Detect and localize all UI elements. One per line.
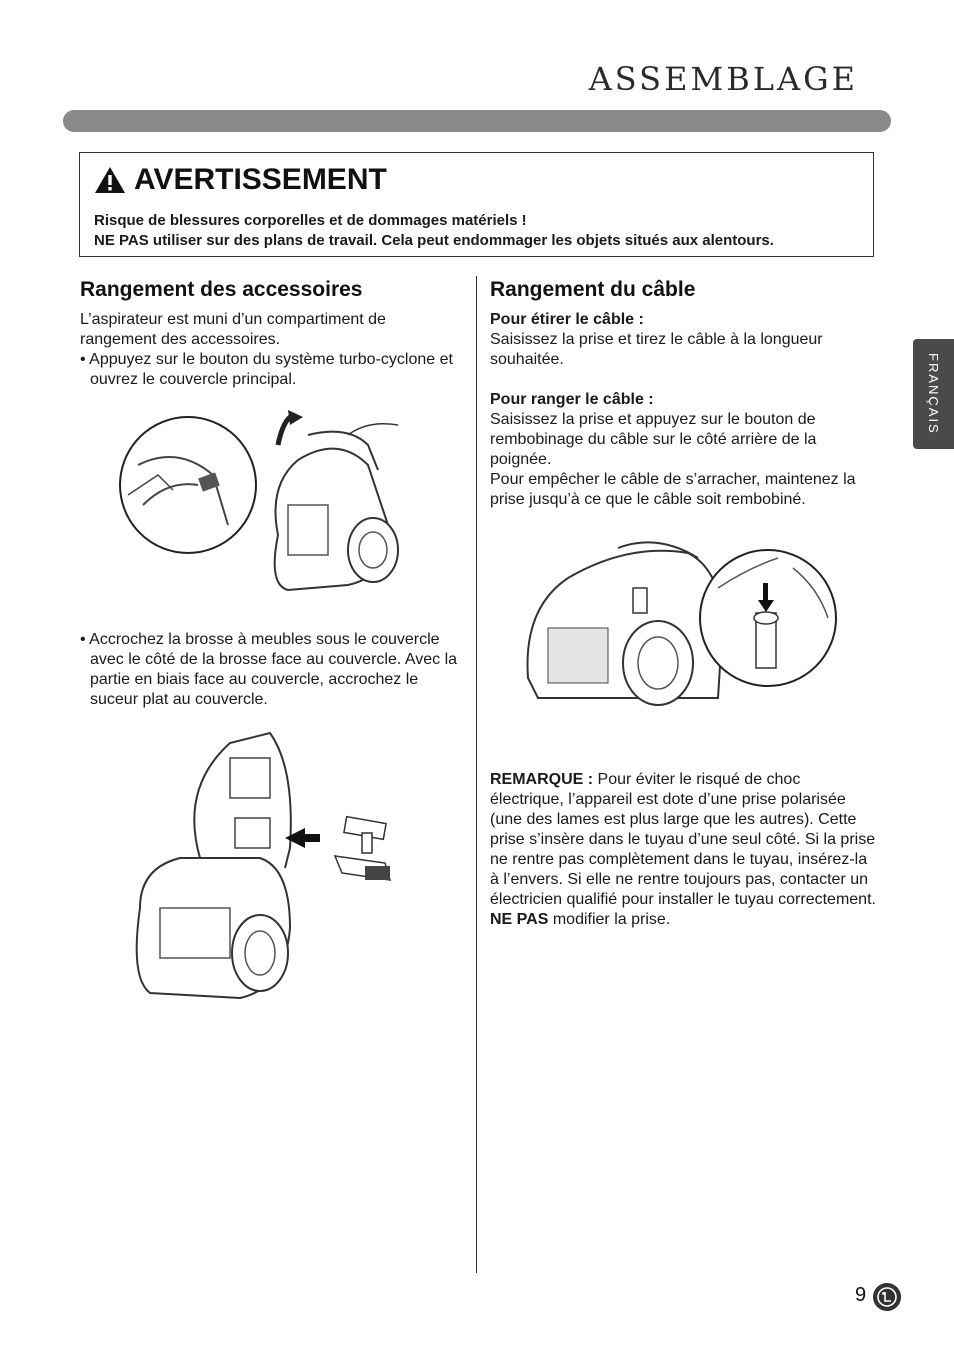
note-text-1: Pour éviter le risqué de choc électrique, l’appareil est dote d’une prise polarisée (une des lames est plus large que les autres). Cette prise s’insère dans le tuyau d’une seul côté. Si la prise ne rentre pas complètement dans le tuyau, insérez-la à l’envers. Si elle ne rentre toujours pas, contacter un électricien qualifié pour installer le tuyau correctement.: [490, 771, 876, 908]
header-bar: [63, 110, 891, 132]
column-divider: [476, 276, 477, 1273]
accessories-intro: L’aspirateur est muni d’un compartiment de rangement des accessoires.: [80, 311, 386, 348]
accessories-text-2: [80, 630, 460, 710]
note-label: REMARQUE :: [490, 771, 594, 788]
warning-heading: [94, 163, 859, 197]
stretch-text: Saisissez la prise et tirez le câble à la longueur souhaitée.: [490, 331, 823, 368]
illustration-open-cover: [118, 405, 418, 605]
warning-triangle-icon: [94, 166, 126, 194]
accessories-bullet-1: • Appuyez sur le bouton du système turbo-cyclone et ouvrez le couvercle principal.: [80, 351, 453, 388]
page-number: 9: [855, 1284, 867, 1306]
store-text-2: Pour empêcher le câble de s’arracher, maintenez la prise jusqu’à ce que le câble soit rembobiné.: [490, 471, 856, 508]
language-tab-label: FRANÇAIS: [926, 353, 941, 435]
note-text: [490, 770, 878, 930]
accessories-bullet-2: • Accrochez la brosse à meubles sous le couvercle avec le côté de la brosse face au couvercle. Avec la partie en biais face au couvercle, accrochez le suceur plat au couvercle.: [80, 631, 458, 708]
warning-line-2: NE PAS utiliser sur des plans de travail. Cela peut endommager les objets situés aux alentours.: [94, 232, 774, 249]
warning-title: AVERTISSEMENT: [134, 163, 387, 196]
stretch-heading: Pour étirer le câble :: [490, 311, 644, 328]
store-text-1: Saisissez la prise et appuyez sur le bouton de rembobinage du câble sur le côté arrière de la poignée.: [490, 411, 817, 468]
accessories-text: [80, 310, 460, 390]
cable-text: [490, 310, 878, 510]
store-heading: Pour ranger le câble :: [490, 391, 654, 408]
section-title-cable: Rangement du câble: [490, 278, 696, 301]
language-tab: [913, 339, 954, 449]
illustration-hang-brush: [120, 728, 400, 1013]
lg-logo-icon: [873, 1283, 901, 1311]
warning-box: [79, 152, 874, 257]
page-header-title: ASSEMBLAGE: [588, 60, 858, 98]
warning-line-1: Risque de blessures corporelles et de dommages matériels !: [94, 212, 527, 229]
note-bold-2: NE PAS: [490, 911, 549, 928]
note-text-2: modifier la prise.: [548, 911, 671, 928]
section-title-accessories: Rangement des accessoires: [80, 278, 363, 301]
illustration-cable-rewind: [518, 528, 838, 728]
